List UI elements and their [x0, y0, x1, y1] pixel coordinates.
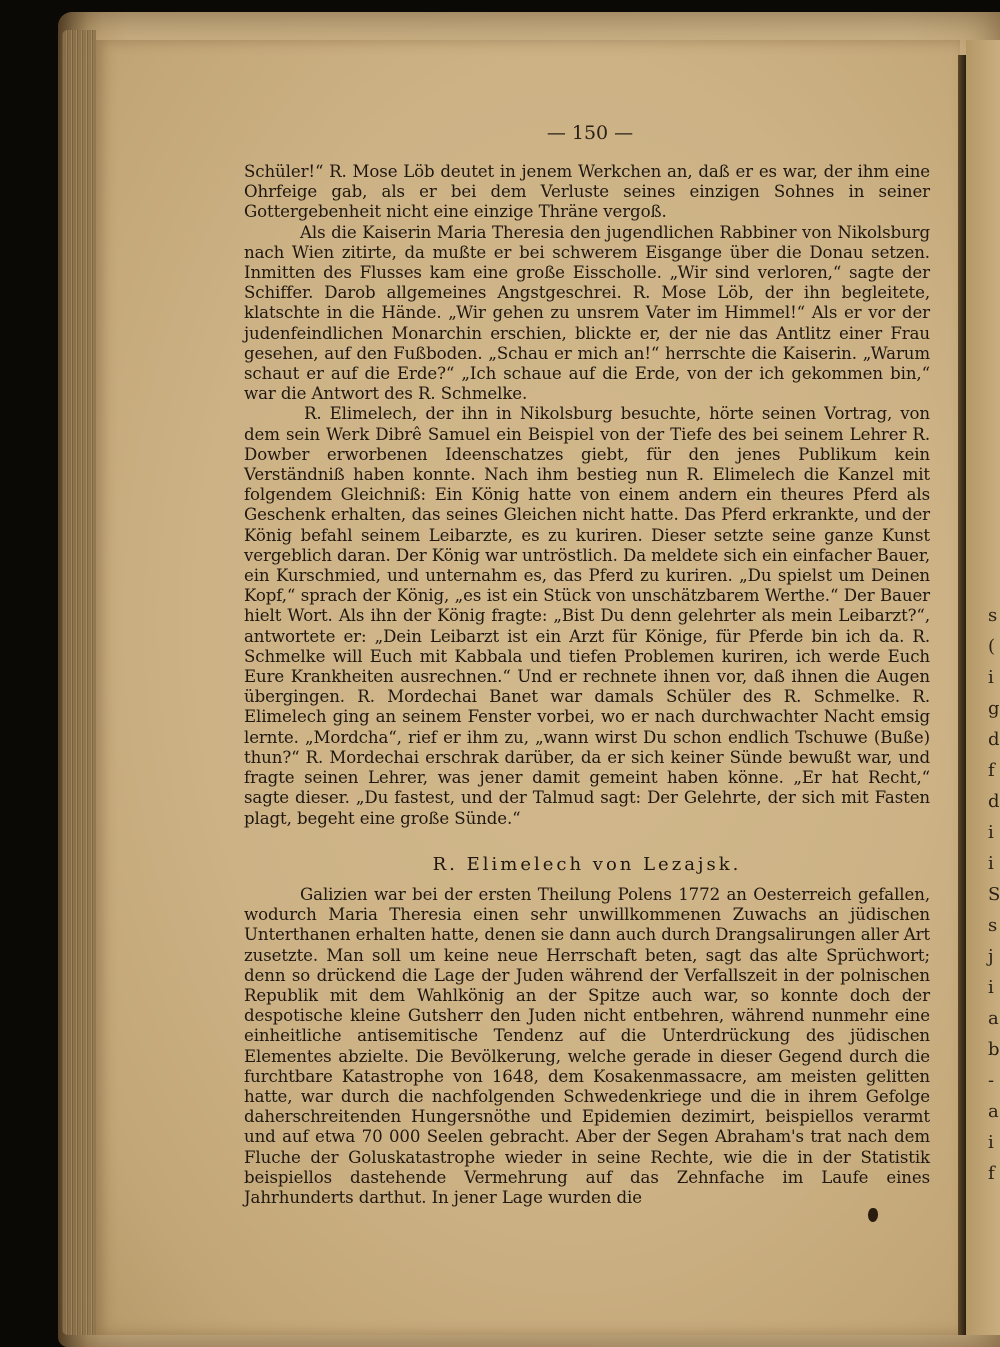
next-page-letter: s [988, 605, 998, 626]
next-page-letter: i [988, 853, 994, 874]
next-page-letter: d [988, 729, 1000, 750]
paragraph: Galizien war bei der ersten Theilung Polens 1772 an Oesterreich gefallen, wodurch Maria Theresia einen sehr unwillkommenen Zuwachs an jüdischen Unterthanen erhalten hatte, denen sie dann auch durch Drangsalirungen aller Art zusetzte. Man soll um keine neue Herrschaft beten, sagt das alte Sprüchwort; denn so drückend die Lage der Juden während der Verfallszeit in der polnischen Republik mit dem Wahlkönig an der Spitze auch war, so konnte doch der despotische kleine Gutsherr den Juden nicht entbehren, während nunmehr eine einheitliche antisemitische Tendenz auf die Unterdrückung des jüdischen Elementes abzielte. Die Bevölkerung, welche gerade in dieser Gegend durch die furchtbare Katastrophe von 1648, dem Kosakenmassacre, am meisten gelitten hatte, war durch die nachfolgenden Schwedenkriege und die in ihrem Gefolge daherschreitenden Hungersnöthe und Epidemien dezimirt, beispiellos verarmt und auf etwa 70 000 Seelen gebracht. Aber der Segen Abraham's trat nach dem Fluche der Goluskatastrophe wieder in seine Rechte, wie die in der Statistik beispiellos dastehende Vermehrung auf das Zehnfache im Laufe eines Jahrhunderts darthut. In jener Lage wurden die [244, 884, 930, 1207]
next-page-letter: g [988, 698, 1000, 719]
next-page-letter: f [988, 1163, 995, 1184]
body-text [244, 162, 930, 1208]
next-page-letter: S [988, 884, 1000, 905]
next-page-letter: -a [988, 1070, 999, 1122]
next-page-letter: s [988, 915, 998, 936]
next-page-letter: d [988, 791, 1000, 812]
next-page-letters [988, 600, 1000, 1189]
next-page-letter: j [988, 946, 994, 967]
book-gutter [958, 55, 966, 1335]
paragraph: Schüler!“ R. Mose Löb deutet in jenem Werkchen an, daß er es war, der ihm eine Ohrfeige gab, als er bei dem Verluste seines einzigen Sohnes in seiner Gottergebenheit nicht eine einzige Thräne vergoß. [244, 162, 930, 222]
next-page-letter: a [988, 1008, 999, 1029]
page-number: — 150 — [546, 122, 634, 144]
next-page-letter: i [988, 822, 994, 843]
paragraph: Als die Kaiserin Maria Theresia den jugendlichen Rabbiner von Nikolsburg nach Wien zitirte, da mußte er bei schwerem Eisgange über die Donau setzen. Inmitten des Flusses kam eine große Eisscholle. „Wir sind verloren,“ sagte der Schiffer. Darob allgemeines Angstgeschrei. R. Mose Löb, der ihn begleitete, klatschte in die Hände. „Wir gehen zu unsrem Vater im Himmel!“ Als er vor der judenfeindlichen Monarchin erschien, blickte er, der nie das Antlitz einer Frau gesehen, auf den Fußboden. „Schau er mich an!“ herrschte die Kaiserin. „Warum schaut er auf die Erde?“ „Ich schaue auf die Erde, von der ich gekommen bin,“ war die Antwort des R. Schmelke. [244, 222, 930, 404]
next-page-letter: i [988, 1132, 994, 1153]
page-edges [62, 30, 96, 1335]
next-page-letter: f [988, 760, 995, 781]
section-heading: R. Elimelech von Lezajsk. [432, 853, 742, 875]
next-page-letter: ( [988, 636, 996, 657]
next-page-letter: i [988, 667, 994, 688]
next-page-letter: b [988, 1039, 1000, 1060]
paragraph: R. Elimelech, der ihn in Nikolsburg besuchte, hörte seinen Vortrag, von dem sein Werk Dibrê Samuel ein Beispiel von der Tiefe des bei seinem Lehrer R. Dowber erworbenen Ideenschatzes giebt, für den jenes Publikum kein Verständniß haben konnte. Nach ihm bestieg nun R. Elimelech die Kanzel mit folgendem Gleichniß: Ein König hatte von einem andern ein theures Pferd als Geschenk erhalten, das seines Gleichen nicht hatte. Das Pferd erkrankte, und der König befahl seinem Leibarzte, es zu kuriren. Dieser setzte seine ganze Kunst vergeblich daran. Der König war untröstlich. Da meldete sich ein einfacher Bauer, ein Kurschmied, und unternahm es, das Pferd zu kuriren. „Du spielst um Deinen Kopf,“ sprach der König, „es ist ein Stück von unschätzbarem Werthe.“ Der Bauer hielt Wort. Als ihn der König fragte: „Bist Du denn gelehrter als mein Leibarzt?“, antwortete er: „Dein Leibarzt ist ein Arzt für Könige, für Pferde bin ich da. R. Schmelke will Euch mit Kabbala und tiefen Problemen kuriren, ich werde Euch Eure Krankheiten ausrechnen.“ Und er rechnete ihnen vor, daß ihnen die Augen übergingen. R. Mordechai Banet war damals Schüler des R. Schmelke. R. Elimelech ging an seinem Fenster vorbei, wo er nach durchwachter Nacht emsig lernte. „Mordcha“, rief er ihm zu, „wann wirst Du schon endlich Tschuwe (Buße) thun?“ R. Mordechai erschrak darüber, da er sich keiner Sünde bewußt war, und fragte seinen Lehrer, was jener damit gemeint haben könne. „Er hat Recht,“ sagte dieser. „Du fastest, und der Talmud sagt: Der Gelehrte, der sich mit Fasten plagt, begeht eine große Sünde.“ [244, 404, 930, 828]
next-page-letter: i [988, 977, 994, 998]
